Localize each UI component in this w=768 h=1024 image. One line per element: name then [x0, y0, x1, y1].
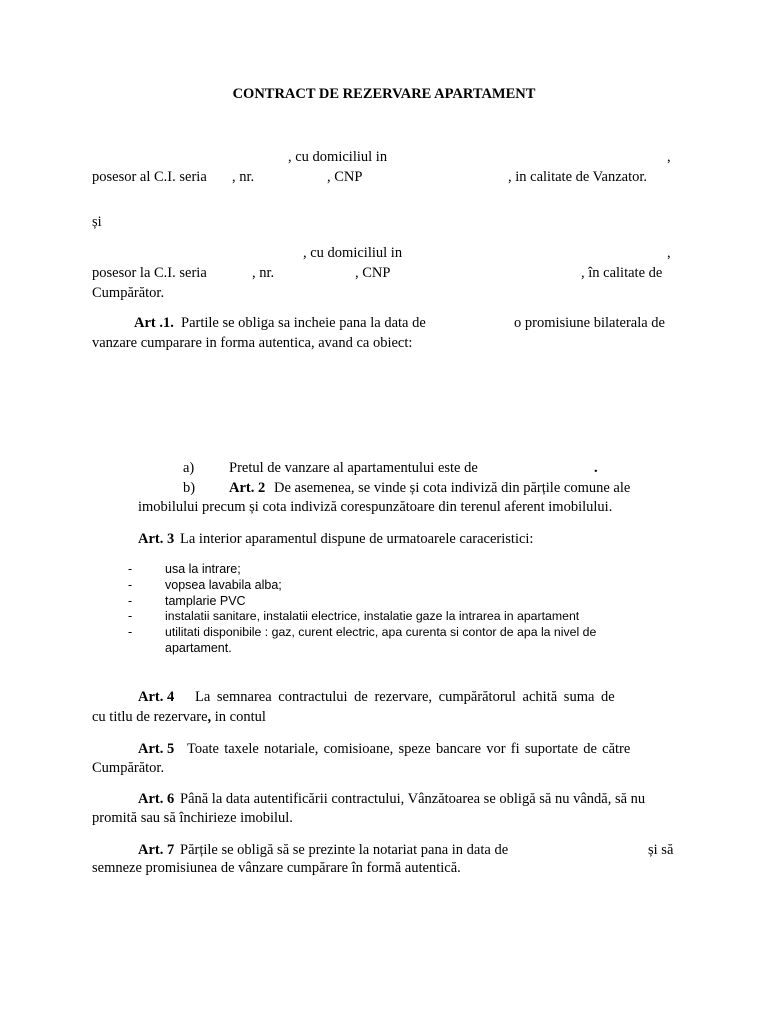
feature-item: utilitati disponibile : gaz, curent electric, apa curenta si contor de apa la nivel de [165, 625, 597, 639]
article-7-text-end: și să [648, 842, 674, 858]
bullet-dash: - [128, 562, 133, 576]
article-4-label: Art. 4 [138, 689, 175, 705]
feature-item: instalatii sanitare, instalatii electrice, instalatie gaze la intrarea in apartament [165, 609, 580, 623]
feature-item: vopsea lavabila alba; [165, 578, 282, 592]
article-7-label: Art. 7 [138, 842, 175, 858]
party2-role: , în calitate de [581, 265, 663, 281]
article-1-text-end: o promisiune bilaterala de [514, 315, 665, 331]
list-marker-a: a) [183, 460, 195, 476]
article-2-line2: imobilului precum și cota indiviză corespunzătoare din terenul aferent imobilului. [138, 499, 613, 515]
party2-role-cont: Cumpărător. [92, 285, 165, 301]
article-2-label: Art. 2 [229, 480, 266, 496]
party2-nr: , nr. [252, 265, 275, 281]
bullet-dash: - [128, 625, 133, 639]
party1-cnp: , CNP [327, 169, 363, 185]
article-2-text: De asemenea, se vinde și cota indiviză din părțile comune ale [274, 480, 631, 496]
list-item-a-end: . [594, 460, 598, 476]
article-7-text: Părțile se obligă să se prezinte la notariat pana in data de [180, 842, 509, 858]
article-1-label: Art .1. [134, 315, 174, 331]
bullet-dash: - [128, 594, 133, 608]
party1-role: , in calitate de Vanzator. [508, 169, 648, 185]
document-title: CONTRACT DE REZERVARE APARTAMENT [232, 86, 536, 102]
article-5-label: Art. 5 [138, 741, 175, 757]
feature-item: tamplarie PVC [165, 594, 246, 608]
party1-nr: , nr. [232, 169, 255, 185]
party1-ci-label: posesor al C.I. seria [92, 169, 207, 185]
party2-domicile: , cu domiciliul in [303, 245, 403, 261]
party1-comma: , [667, 149, 671, 165]
bullet-dash: - [128, 578, 133, 592]
article-6-line2: promită sau să închirieze imobilul. [92, 810, 293, 826]
feature-item: usa la intrare; [165, 562, 241, 576]
article-3-label: Art. 3 [138, 531, 175, 547]
article-7-line2: semneze promisiunea de vânzare cumpărare în formă autentică. [92, 860, 461, 876]
article-1-text: Partile se obliga sa incheie pana la data de [181, 315, 426, 331]
party2-cnp: , CNP [355, 265, 391, 281]
conjunction-si: și [92, 214, 102, 230]
article-1-line2: vanzare cumparare in forma autentica, avand ca obiect: [92, 335, 413, 351]
party2-comma: , [667, 245, 671, 261]
article-4-text: La semnarea contractului de rezervare, cumpărătorul achită suma de [195, 689, 615, 705]
feature-item-cont: apartament. [165, 641, 232, 655]
party2-ci-label: posesor la C.I. seria [92, 265, 207, 281]
bullet-dash: - [128, 609, 133, 623]
list-marker-b: b) [183, 480, 196, 496]
article-5-text: Toate taxele notariale, comisioane, speze bancare vor fi suportate de către [187, 741, 631, 757]
article-5-line2: Cumpărător. [92, 760, 165, 776]
list-item-a: Pretul de vanzare al apartamentului este de [229, 460, 478, 476]
article-4-line2: cu titlu de rezervare, in contul [92, 709, 266, 725]
article-6-label: Art. 6 [138, 791, 175, 807]
party1-domicile: , cu domiciliul in [288, 149, 388, 165]
article-3-text: La interior aparamentul dispune de urmatoarele caraceristici: [180, 531, 534, 547]
article-6-text: Până la data autentificării contractului, Vânzătoarea se obligă să nu vândă, să nu [180, 791, 646, 807]
